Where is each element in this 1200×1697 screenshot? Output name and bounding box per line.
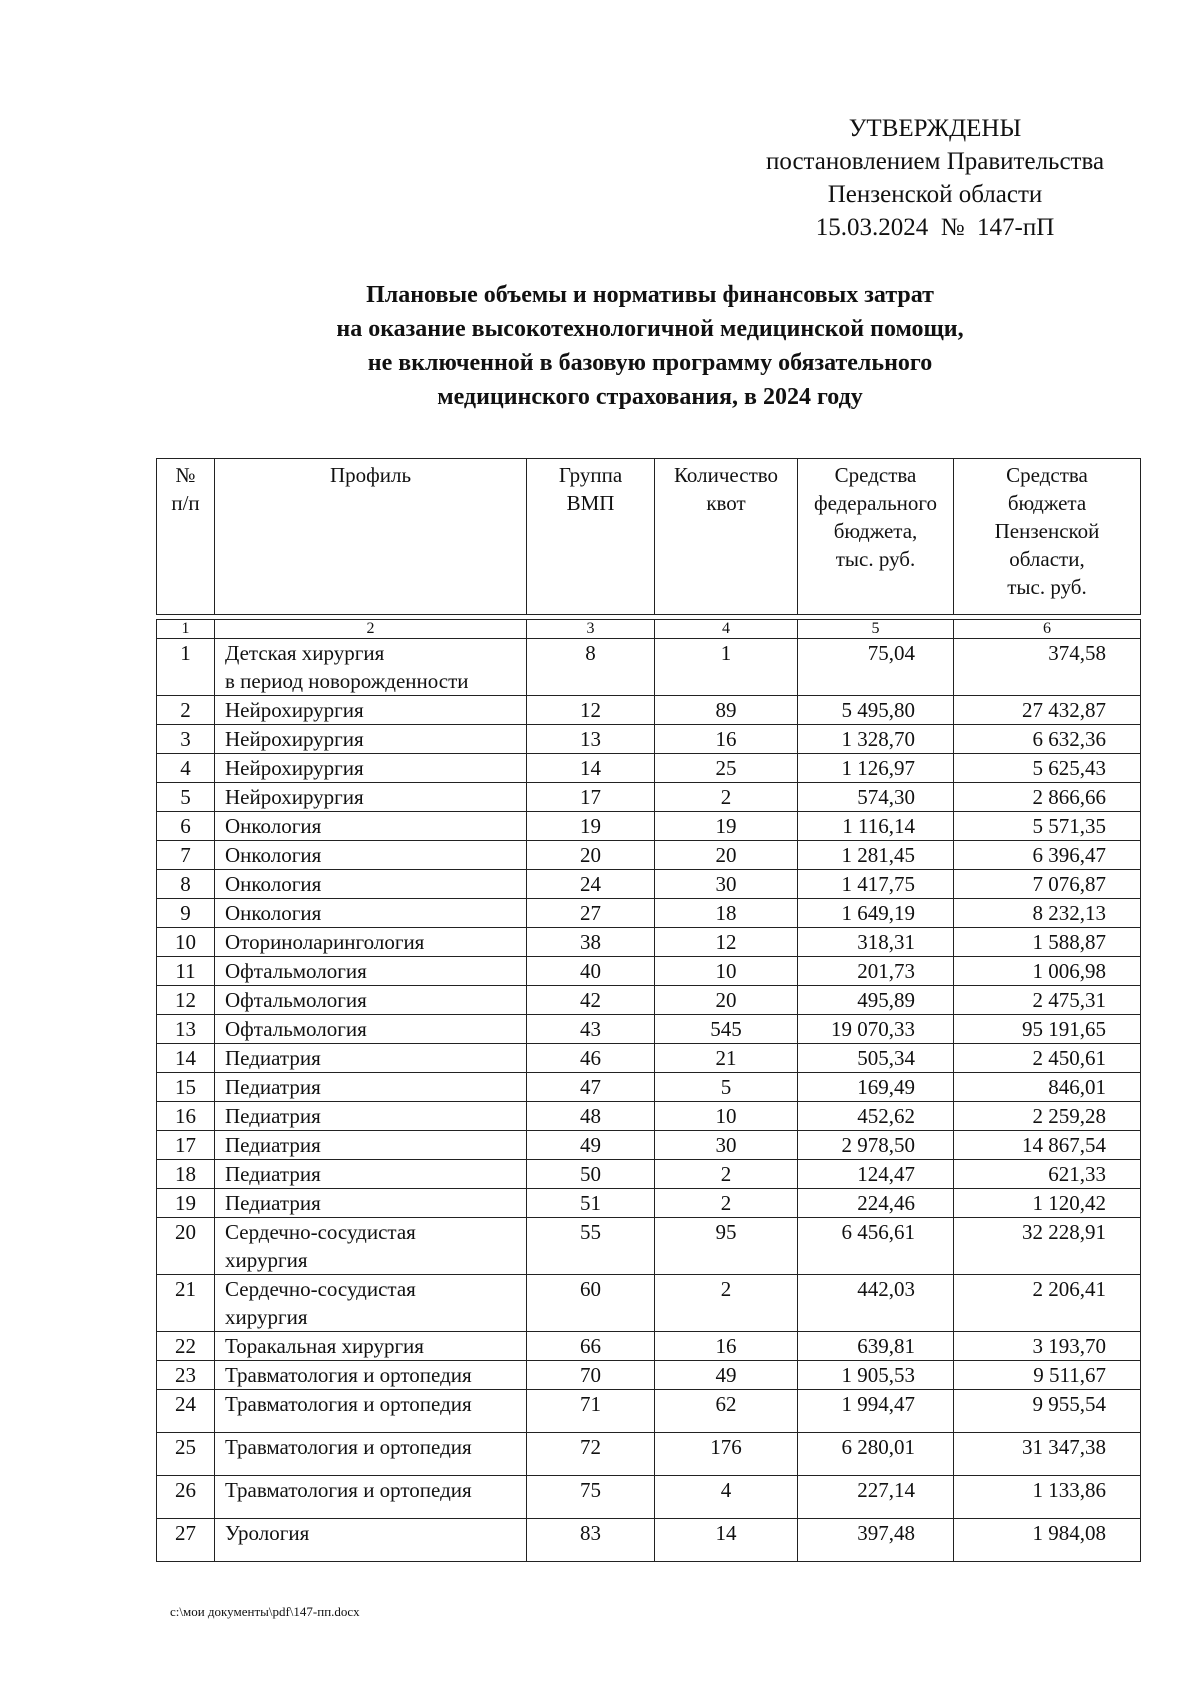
profile-line: Оториноларингология — [225, 930, 425, 954]
profile-line: Онкология — [225, 872, 322, 896]
federal-budget-cell: 227,14 — [798, 1476, 954, 1519]
quota-cell: 16 — [655, 1332, 798, 1361]
table-row — [157, 696, 1141, 725]
profile-line: Урология — [225, 1521, 310, 1545]
quota-cell: 2 — [655, 1275, 798, 1332]
profile-line: Педиатрия — [225, 1133, 321, 1157]
group-cell: 43 — [527, 1015, 655, 1044]
federal-budget-cell: 574,30 — [798, 783, 954, 812]
title-line: не включенной в базовую программу обязательного — [367, 350, 933, 376]
row-number-cell: 3 — [157, 725, 215, 754]
title-line: Плановые объемы и нормативы финансовых затрат — [366, 282, 934, 308]
regional-budget-cell: 2 450,61 — [954, 1044, 1141, 1073]
header-label-line: тыс. руб. — [835, 547, 916, 571]
group-cell: 38 — [527, 928, 655, 957]
volumes-table-container — [156, 458, 1140, 1562]
row-number-cell: 1 — [157, 639, 215, 696]
federal-budget-cell: 1 905,53 — [798, 1361, 954, 1390]
federal-budget-cell: 19 070,33 — [798, 1015, 954, 1044]
row-number-cell: 20 — [157, 1218, 215, 1275]
federal-budget-cell: 639,81 — [798, 1332, 954, 1361]
table-row — [157, 1390, 1141, 1433]
federal-budget-cell: 75,04 — [798, 639, 954, 696]
table-row — [157, 928, 1141, 957]
row-number-cell: 12 — [157, 986, 215, 1015]
federal-budget-cell: 1 328,70 — [798, 725, 954, 754]
group-cell: 13 — [527, 725, 655, 754]
row-number-cell: 16 — [157, 1102, 215, 1131]
profile-cell — [215, 1218, 527, 1275]
regional-budget-cell: 1 120,42 — [954, 1189, 1141, 1218]
table-body — [157, 639, 1141, 1562]
title-line: медицинского страхования, в 2024 году — [437, 384, 863, 410]
profile-cell — [215, 1044, 527, 1073]
approval-date-number: 15.03.2024 № 147-пП — [815, 214, 1055, 241]
group-cell: 66 — [527, 1332, 655, 1361]
table-row — [157, 1073, 1141, 1102]
row-number-cell: 6 — [157, 812, 215, 841]
quota-cell: 4 — [655, 1476, 798, 1519]
table-row — [157, 1361, 1141, 1390]
quota-cell: 25 — [655, 754, 798, 783]
profile-cell — [215, 812, 527, 841]
regional-budget-cell: 14 867,54 — [954, 1131, 1141, 1160]
header-label-line: Группа — [558, 463, 623, 487]
row-number-cell: 5 — [157, 783, 215, 812]
approval-block — [740, 112, 1130, 244]
federal-budget-cell: 124,47 — [798, 1160, 954, 1189]
row-number-cell: 14 — [157, 1044, 215, 1073]
column-number-row — [157, 620, 1141, 639]
profile-cell — [215, 1519, 527, 1562]
federal-budget-cell: 1 116,14 — [798, 812, 954, 841]
federal-budget-cell: 2 978,50 — [798, 1131, 954, 1160]
table-row — [157, 899, 1141, 928]
profile-line: Онкология — [225, 814, 322, 838]
regional-budget-cell: 2 259,28 — [954, 1102, 1141, 1131]
regional-budget-cell: 846,01 — [954, 1073, 1141, 1102]
column-number-cell: 2 — [215, 620, 527, 639]
row-number-cell: 26 — [157, 1476, 215, 1519]
federal-budget-cell: 505,34 — [798, 1044, 954, 1073]
table-row — [157, 986, 1141, 1015]
table-row — [157, 1131, 1141, 1160]
group-cell: 40 — [527, 957, 655, 986]
approval-line: Пензенской области — [827, 181, 1043, 208]
profile-cell — [215, 639, 527, 696]
regional-budget-cell: 1 588,87 — [954, 928, 1141, 957]
regional-budget-cell: 621,33 — [954, 1160, 1141, 1189]
row-number-cell: 17 — [157, 1131, 215, 1160]
column-number-cell: 3 — [527, 620, 655, 639]
group-cell: 83 — [527, 1519, 655, 1562]
profile-cell — [215, 1332, 527, 1361]
title-line: на оказание высокотехнологичной медицинской помощи, — [336, 316, 964, 342]
group-cell: 50 — [527, 1160, 655, 1189]
profile-line: хирургия — [225, 1248, 308, 1272]
profile-cell — [215, 1275, 527, 1332]
group-cell: 48 — [527, 1102, 655, 1131]
profile-cell — [215, 754, 527, 783]
quota-cell: 19 — [655, 812, 798, 841]
group-cell: 8 — [527, 639, 655, 696]
group-cell: 55 — [527, 1218, 655, 1275]
quota-cell: 16 — [655, 725, 798, 754]
profile-line: Сердечно-сосудистая — [225, 1220, 416, 1244]
table-row — [157, 1218, 1141, 1275]
header-quota — [655, 459, 798, 615]
quota-cell: 10 — [655, 1102, 798, 1131]
regional-budget-cell: 7 076,87 — [954, 870, 1141, 899]
federal-budget-cell: 6 456,61 — [798, 1218, 954, 1275]
quota-cell: 2 — [655, 1189, 798, 1218]
row-number-cell: 9 — [157, 899, 215, 928]
profile-cell — [215, 1160, 527, 1189]
group-cell: 47 — [527, 1073, 655, 1102]
row-number-cell: 21 — [157, 1275, 215, 1332]
approval-line: постановлением Правительства — [765, 148, 1105, 175]
row-number-cell: 19 — [157, 1189, 215, 1218]
profile-line: Онкология — [225, 843, 322, 867]
regional-budget-cell: 6 396,47 — [954, 841, 1141, 870]
federal-budget-cell: 6 280,01 — [798, 1433, 954, 1476]
header-label-line: бюджета, — [833, 519, 918, 543]
federal-budget-cell: 1 281,45 — [798, 841, 954, 870]
row-number-cell: 10 — [157, 928, 215, 957]
header-num — [157, 459, 215, 615]
quota-cell: 1 — [655, 639, 798, 696]
group-cell: 20 — [527, 841, 655, 870]
table-row — [157, 725, 1141, 754]
profile-cell — [215, 1189, 527, 1218]
group-cell: 14 — [527, 754, 655, 783]
federal-budget-cell: 224,46 — [798, 1189, 954, 1218]
regional-budget-cell: 2 206,41 — [954, 1275, 1141, 1332]
header-label-line: Количество — [673, 463, 779, 487]
federal-budget-cell: 452,62 — [798, 1102, 954, 1131]
regional-budget-cell: 1 006,98 — [954, 957, 1141, 986]
table-row — [157, 1275, 1141, 1332]
regional-budget-cell: 31 347,38 — [954, 1433, 1141, 1476]
regional-budget-cell: 32 228,91 — [954, 1218, 1141, 1275]
header-regional — [954, 459, 1141, 615]
regional-budget-cell: 9 511,67 — [954, 1361, 1141, 1390]
regional-budget-cell: 9 955,54 — [954, 1390, 1141, 1433]
table-row — [157, 957, 1141, 986]
header-label-line: п/п — [171, 491, 200, 515]
profile-cell — [215, 1390, 527, 1433]
quota-cell: 12 — [655, 928, 798, 957]
regional-budget-cell: 27 432,87 — [954, 696, 1141, 725]
quota-cell: 30 — [655, 870, 798, 899]
row-number-cell: 15 — [157, 1073, 215, 1102]
group-cell: 70 — [527, 1361, 655, 1390]
table-row — [157, 1433, 1141, 1476]
column-number-cell: 5 — [798, 620, 954, 639]
federal-budget-cell: 169,49 — [798, 1073, 954, 1102]
profile-cell — [215, 1102, 527, 1131]
row-number-cell: 2 — [157, 696, 215, 725]
row-number-cell: 22 — [157, 1332, 215, 1361]
federal-budget-cell: 1 994,47 — [798, 1390, 954, 1433]
profile-line: Офтальмология — [225, 959, 367, 983]
regional-budget-cell: 5 625,43 — [954, 754, 1141, 783]
quota-cell: 10 — [655, 957, 798, 986]
profile-line: Травматология и ортопедия — [225, 1478, 472, 1502]
quota-cell: 21 — [655, 1044, 798, 1073]
profile-line: Педиатрия — [225, 1162, 321, 1186]
profile-line: Педиатрия — [225, 1046, 321, 1070]
row-number-cell: 18 — [157, 1160, 215, 1189]
regional-budget-cell: 3 193,70 — [954, 1332, 1141, 1361]
quota-cell: 14 — [655, 1519, 798, 1562]
header-label-line: квот — [706, 491, 746, 515]
column-number-cell: 1 — [157, 620, 215, 639]
row-number-cell: 25 — [157, 1433, 215, 1476]
federal-budget-cell: 397,48 — [798, 1519, 954, 1562]
quota-cell: 545 — [655, 1015, 798, 1044]
group-cell: 12 — [527, 696, 655, 725]
profile-cell — [215, 899, 527, 928]
group-cell: 75 — [527, 1476, 655, 1519]
group-cell: 17 — [527, 783, 655, 812]
profile-cell — [215, 928, 527, 957]
federal-budget-cell: 318,31 — [798, 928, 954, 957]
table-row — [157, 1015, 1141, 1044]
regional-budget-cell: 1 984,08 — [954, 1519, 1141, 1562]
profile-cell — [215, 1433, 527, 1476]
profile-cell — [215, 1131, 527, 1160]
table-row — [157, 812, 1141, 841]
quota-cell: 49 — [655, 1361, 798, 1390]
profile-line: Нейрохирургия — [225, 698, 364, 722]
federal-budget-cell: 442,03 — [798, 1275, 954, 1332]
regional-budget-cell: 95 191,65 — [954, 1015, 1141, 1044]
table-row — [157, 1044, 1141, 1073]
profile-cell — [215, 1361, 527, 1390]
profile-line: Сердечно-сосудистая — [225, 1277, 416, 1301]
profile-line: Травматология и ортопедия — [225, 1435, 472, 1459]
profile-cell — [215, 841, 527, 870]
federal-budget-cell: 495,89 — [798, 986, 954, 1015]
column-number-cell: 6 — [954, 620, 1141, 639]
federal-budget-cell: 201,73 — [798, 957, 954, 986]
profile-line: Нейрохирургия — [225, 727, 364, 751]
group-cell: 42 — [527, 986, 655, 1015]
profile-cell — [215, 1015, 527, 1044]
quota-cell: 5 — [655, 1073, 798, 1102]
profile-cell — [215, 783, 527, 812]
column-number-cell: 4 — [655, 620, 798, 639]
profile-line: Детская хирургия — [225, 641, 385, 665]
regional-budget-cell: 5 571,35 — [954, 812, 1141, 841]
table-row — [157, 783, 1141, 812]
profile-line: Травматология и ортопедия — [225, 1363, 472, 1387]
profile-cell — [215, 1476, 527, 1519]
profile-line: Офтальмология — [225, 988, 367, 1012]
volumes-table — [156, 458, 1141, 1562]
header-federal — [798, 459, 954, 615]
regional-budget-cell: 6 632,36 — [954, 725, 1141, 754]
header-label-line: тыс. руб. — [1007, 575, 1087, 599]
document-title — [150, 278, 1150, 414]
regional-budget-cell: 374,58 — [954, 639, 1141, 696]
profile-line: Офтальмология — [225, 1017, 367, 1041]
row-number-cell: 11 — [157, 957, 215, 986]
quota-cell: 20 — [655, 841, 798, 870]
quota-cell: 2 — [655, 783, 798, 812]
federal-budget-cell: 5 495,80 — [798, 696, 954, 725]
profile-line: Онкология — [225, 901, 322, 925]
table-row — [157, 1332, 1141, 1361]
profile-cell — [215, 696, 527, 725]
header-label-line: Средства — [834, 463, 917, 487]
profile-line: Нейрохирургия — [225, 785, 364, 809]
profile-line: в период новорожденности — [225, 669, 469, 693]
header-profile — [215, 459, 527, 615]
regional-budget-cell: 2 475,31 — [954, 986, 1141, 1015]
profile-line: Педиатрия — [225, 1075, 321, 1099]
quota-cell: 62 — [655, 1390, 798, 1433]
federal-budget-cell: 1 649,19 — [798, 899, 954, 928]
table-row — [157, 754, 1141, 783]
group-cell: 24 — [527, 870, 655, 899]
quota-cell: 20 — [655, 986, 798, 1015]
header-label-line: Пензенской — [994, 519, 1100, 543]
regional-budget-cell: 1 133,86 — [954, 1476, 1141, 1519]
quota-cell: 176 — [655, 1433, 798, 1476]
row-number-cell: 24 — [157, 1390, 215, 1433]
quota-cell: 18 — [655, 899, 798, 928]
group-cell: 19 — [527, 812, 655, 841]
profile-line: Травматология и ортопедия — [225, 1392, 472, 1416]
header-label-line: Средства — [1006, 463, 1088, 487]
row-number-cell: 23 — [157, 1361, 215, 1390]
group-cell: 71 — [527, 1390, 655, 1433]
group-cell: 27 — [527, 899, 655, 928]
header-label-line: области, — [1009, 547, 1085, 571]
quota-cell: 95 — [655, 1218, 798, 1275]
profile-cell — [215, 957, 527, 986]
table-row — [157, 1519, 1141, 1562]
table-row — [157, 639, 1141, 696]
header-label-line: Профиль — [329, 463, 412, 487]
profile-line: Педиатрия — [225, 1191, 321, 1215]
row-number-cell: 27 — [157, 1519, 215, 1562]
group-cell: 60 — [527, 1275, 655, 1332]
approval-heading: УТВЕРЖДЕНЫ — [848, 115, 1022, 142]
profile-cell — [215, 986, 527, 1015]
row-number-cell: 7 — [157, 841, 215, 870]
header-label-line: ВМП — [566, 491, 615, 515]
federal-budget-cell: 1 417,75 — [798, 870, 954, 899]
group-cell: 72 — [527, 1433, 655, 1476]
table-row — [157, 1476, 1141, 1519]
file-path-footer: c:\мои документы\pdf\147-пп.docx — [170, 1604, 360, 1619]
quota-cell: 89 — [655, 696, 798, 725]
row-number-cell: 13 — [157, 1015, 215, 1044]
row-number-cell: 4 — [157, 754, 215, 783]
profile-cell — [215, 725, 527, 754]
federal-budget-cell: 1 126,97 — [798, 754, 954, 783]
header-label-line: № — [175, 463, 196, 487]
profile-line: Торакальная хирургия — [225, 1334, 424, 1358]
group-cell: 46 — [527, 1044, 655, 1073]
table-row — [157, 1160, 1141, 1189]
profile-line: Педиатрия — [225, 1104, 321, 1128]
header-label-line: федерального — [813, 491, 938, 515]
profile-line: хирургия — [225, 1305, 308, 1329]
table-row — [157, 1102, 1141, 1131]
table-row — [157, 1189, 1141, 1218]
group-cell: 49 — [527, 1131, 655, 1160]
regional-budget-cell: 8 232,13 — [954, 899, 1141, 928]
header-label-line: бюджета — [1007, 491, 1087, 515]
profile-cell — [215, 870, 527, 899]
table-row — [157, 870, 1141, 899]
header-group — [527, 459, 655, 615]
quota-cell: 30 — [655, 1131, 798, 1160]
profile-cell — [215, 1073, 527, 1102]
table-row — [157, 841, 1141, 870]
profile-line: Нейрохирургия — [225, 756, 364, 780]
group-cell: 51 — [527, 1189, 655, 1218]
row-number-cell: 8 — [157, 870, 215, 899]
table-header-row — [157, 459, 1141, 615]
regional-budget-cell: 2 866,66 — [954, 783, 1141, 812]
quota-cell: 2 — [655, 1160, 798, 1189]
